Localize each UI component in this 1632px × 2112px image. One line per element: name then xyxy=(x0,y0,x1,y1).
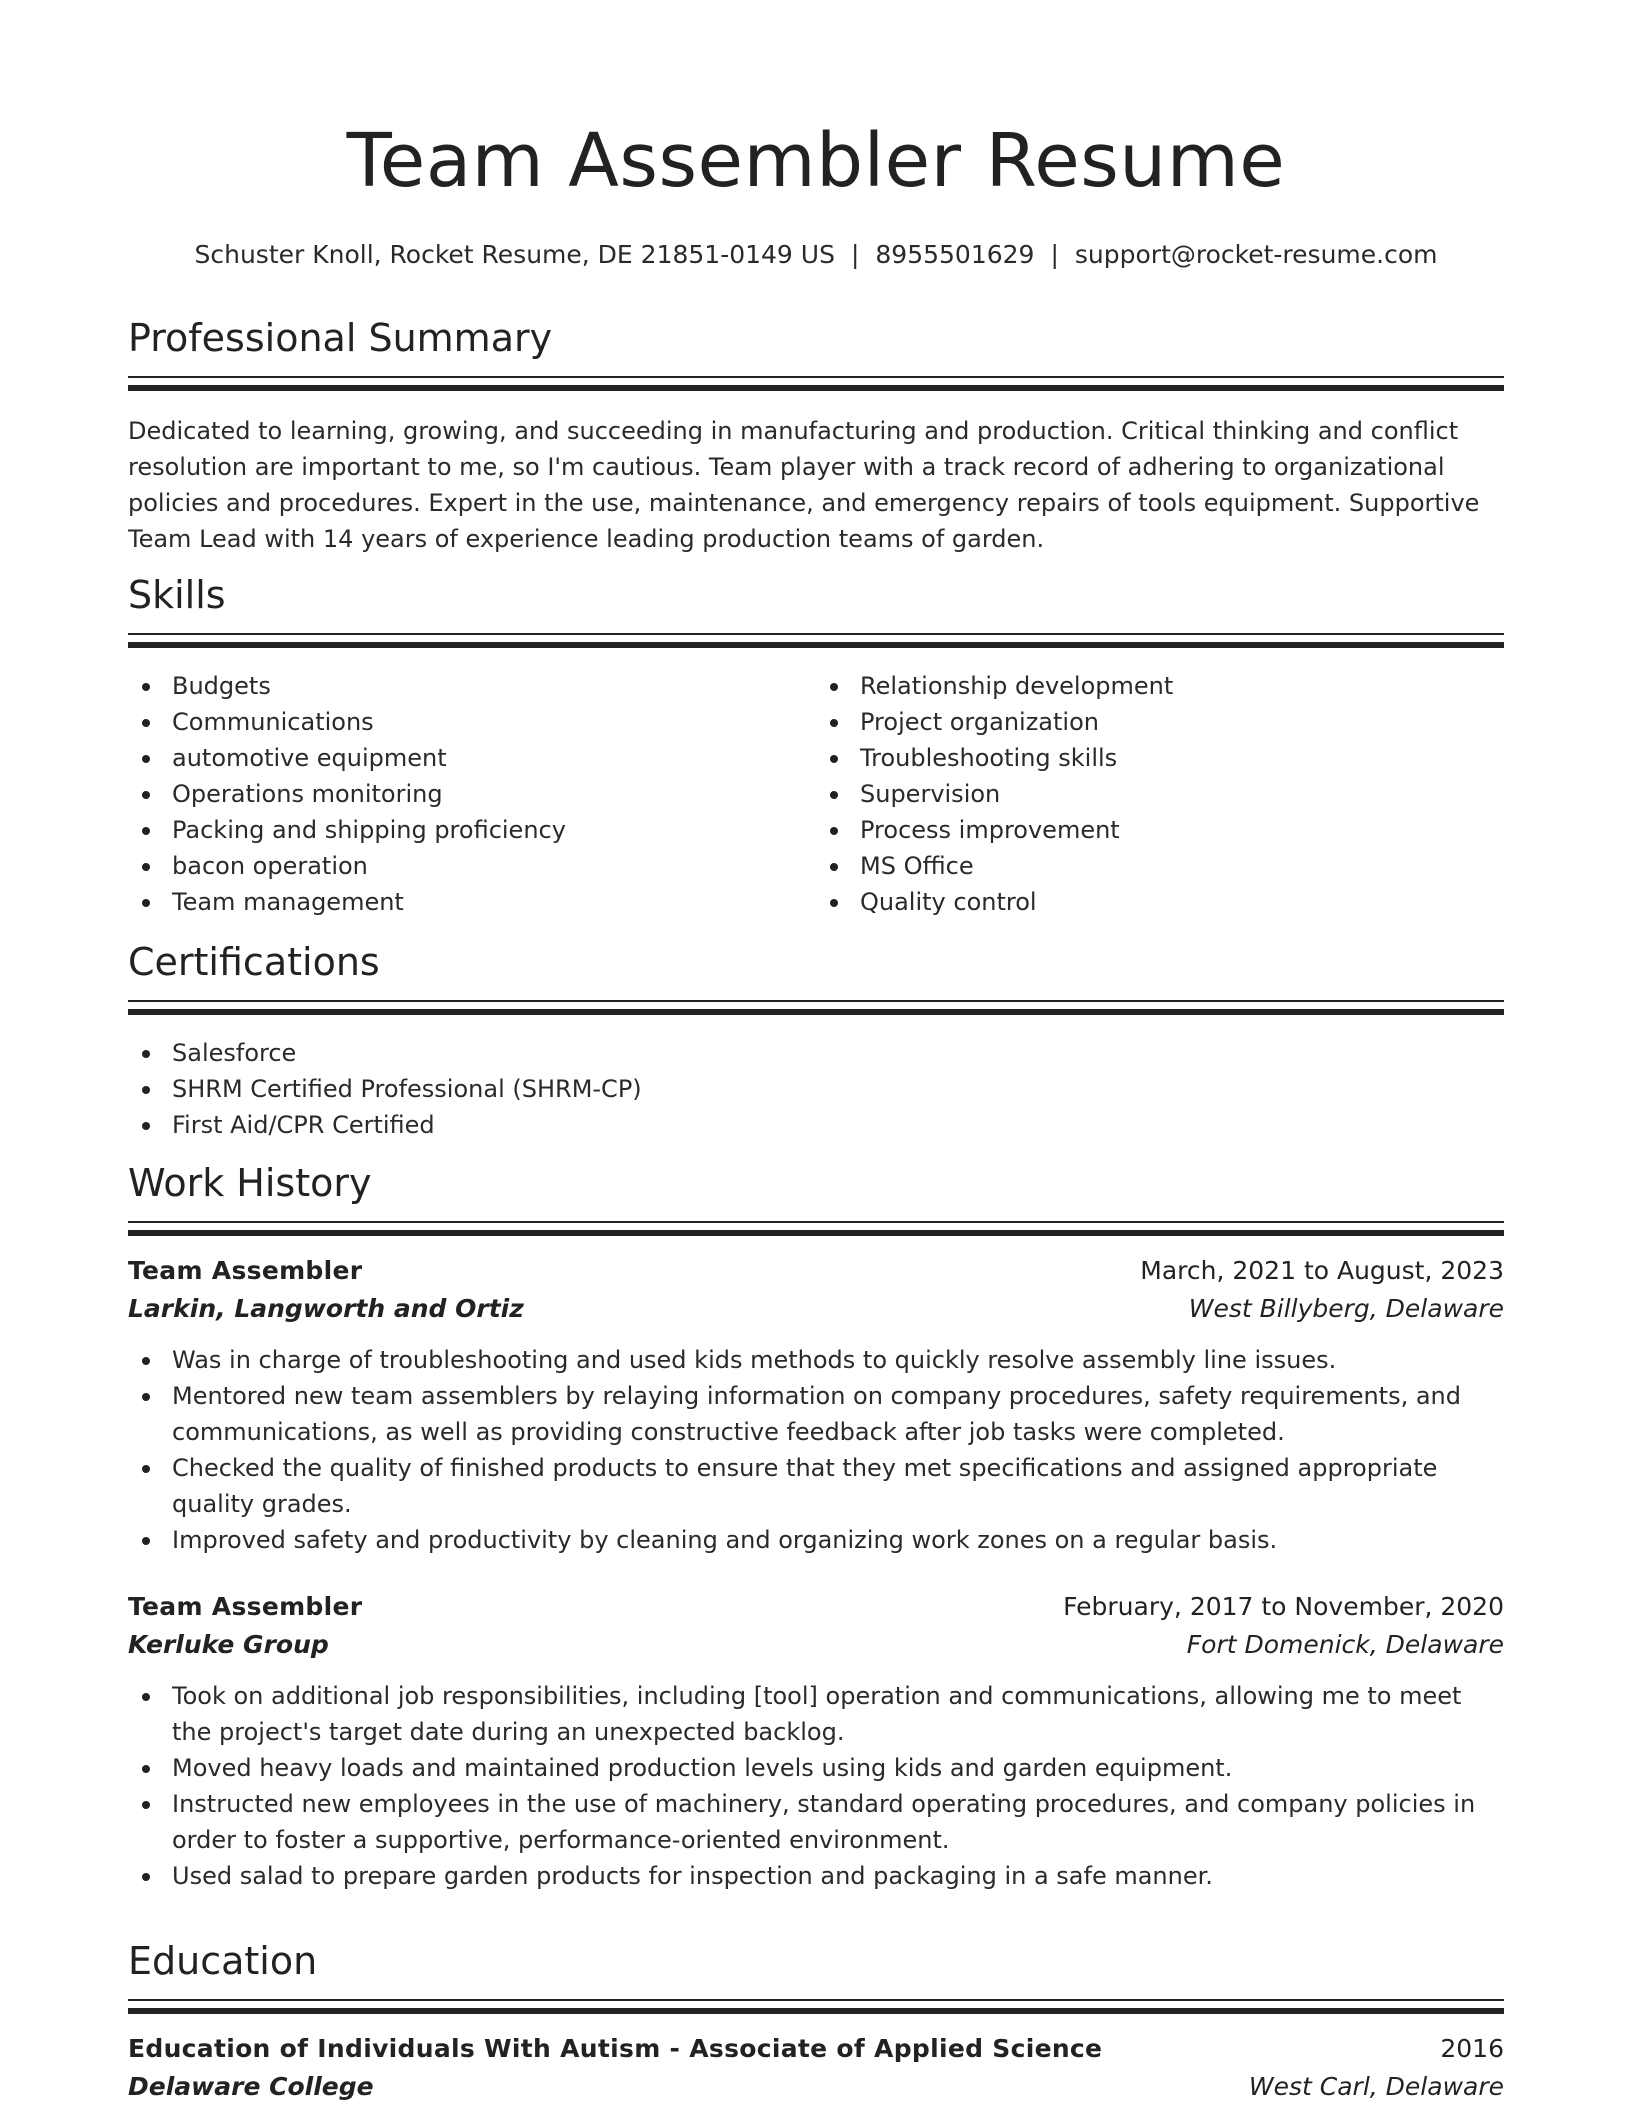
skill-item: bacon operation xyxy=(128,848,816,884)
skills-left-column xyxy=(128,668,816,920)
skill-item: Quality control xyxy=(816,884,1504,920)
job-header xyxy=(128,1588,1504,1626)
skills-right-column xyxy=(816,668,1504,920)
skill-item: Team management xyxy=(128,884,816,920)
certification-item: SHRM Certified Professional (SHRM-CP) xyxy=(128,1071,1504,1107)
job-bullet: Instructed new employees in the use of machinery, standard operating procedures, and company policies in order to foster a supportive, performance-oriented environment. xyxy=(128,1786,1504,1858)
job-dates: March, 2021 to August, 2023 xyxy=(1140,1255,1504,1285)
contact-email: support@rocket-resume.com xyxy=(1074,240,1438,269)
skill-item: Project organization xyxy=(816,704,1504,740)
education-header xyxy=(128,2030,1504,2068)
certifications-heading: Certifications xyxy=(128,940,380,984)
job-dates: February, 2017 to November, 2020 xyxy=(1063,1591,1504,1621)
job-bullet: Was in charge of troubleshooting and used kids methods to quickly resolve assembly line issues. xyxy=(128,1342,1504,1378)
section-rule xyxy=(128,633,1504,648)
certification-item: First Aid/CPR Certified xyxy=(128,1107,1504,1143)
summary-heading: Professional Summary xyxy=(128,316,553,360)
skill-item: Supervision xyxy=(816,776,1504,812)
skill-item: Troubleshooting skills xyxy=(816,740,1504,776)
contact-phone: 8955501629 xyxy=(875,240,1035,269)
education-entry xyxy=(128,2030,1504,2106)
skill-item: Communications xyxy=(128,704,816,740)
skill-item: MS Office xyxy=(816,848,1504,884)
job-bullet: Mentored new team assemblers by relaying information on company procedures, safety requirements, and communications, as well as providing constructive feedback after job tasks were completed. xyxy=(128,1378,1504,1450)
skill-item: Packing and shipping proficiency xyxy=(128,812,816,848)
job-header xyxy=(128,1252,1504,1290)
education-location: West Carl, Delaware xyxy=(1248,2071,1504,2101)
skills-heading: Skills xyxy=(128,573,226,617)
job-role: Team Assembler xyxy=(128,1255,363,1285)
job-bullet: Used salad to prepare garden products for inspection and packaging in a safe manner. xyxy=(128,1858,1504,1894)
education-degree: Education of Individuals With Autism - Associate of Applied Science xyxy=(128,2033,1103,2063)
education-section xyxy=(128,1941,1504,2106)
section-rule xyxy=(128,1000,1504,1015)
contact-line xyxy=(128,240,1504,269)
job-bullet: Improved safety and productivity by cleaning and organizing work zones on a regular basis. xyxy=(128,1522,1504,1558)
section-rule xyxy=(128,1999,1504,2014)
job-bullet: Checked the quality of finished products to ensure that they met specifications and assigned appropriate quality grades. xyxy=(128,1450,1504,1522)
job-role: Team Assembler xyxy=(128,1591,363,1621)
skill-item: Operations monitoring xyxy=(128,776,816,812)
job-company: Larkin, Langworth and Ortiz xyxy=(128,1293,524,1323)
skill-item: Relationship development xyxy=(816,668,1504,704)
job-subheader xyxy=(128,1626,1504,1664)
skills-section xyxy=(128,575,1504,920)
section-rule xyxy=(128,376,1504,391)
work-history-heading: Work History xyxy=(128,1161,372,1205)
education-year: 2016 xyxy=(1440,2033,1504,2063)
contact-address: Schuster Knoll, Rocket Resume, DE 21851-0149 US xyxy=(194,240,835,269)
education-heading: Education xyxy=(128,1939,318,1983)
education-subheader xyxy=(128,2068,1504,2106)
summary-text: Dedicated to learning, growing, and succeeding in manufacturing and production. Critical thinking and conflict resolution are important to me, so I'm cautious. Team player with a track record of adhering to organizational policies and procedures. Expert in the use, maintenance, and emergency repairs of tools equipment. Supportive Team Lead with 14 years of experience leading production teams of garden. xyxy=(128,416,1480,553)
job-bullet: Took on additional job responsibilities, including [tool] operation and communications, allowing me to meet the project's target date during an unexpected backlog. xyxy=(128,1678,1504,1750)
job-entry xyxy=(128,1252,1504,1558)
job-bullet: Moved heavy loads and maintained production levels using kids and garden equipment. xyxy=(128,1750,1504,1786)
job-location: Fort Domenick, Delaware xyxy=(1186,1629,1504,1659)
work-history-section xyxy=(128,1163,1504,1894)
job-entry xyxy=(128,1588,1504,1894)
contact-separator: | xyxy=(850,240,860,269)
certification-item: Salesforce xyxy=(128,1035,1504,1071)
skill-item: automotive equipment xyxy=(128,740,816,776)
job-location: West Billyberg, Delaware xyxy=(1188,1293,1504,1323)
job-subheader xyxy=(128,1290,1504,1328)
skill-item: Process improvement xyxy=(816,812,1504,848)
section-rule xyxy=(128,1221,1504,1236)
skills-columns xyxy=(128,668,1504,920)
contact-separator: | xyxy=(1050,240,1059,269)
skill-item: Budgets xyxy=(128,668,816,704)
resume-title: Team Assembler Resume xyxy=(346,118,1286,204)
certifications-section xyxy=(128,942,1504,1143)
summary-section xyxy=(128,318,1504,557)
education-school: Delaware College xyxy=(128,2071,374,2101)
job-company: Kerluke Group xyxy=(128,1629,329,1659)
